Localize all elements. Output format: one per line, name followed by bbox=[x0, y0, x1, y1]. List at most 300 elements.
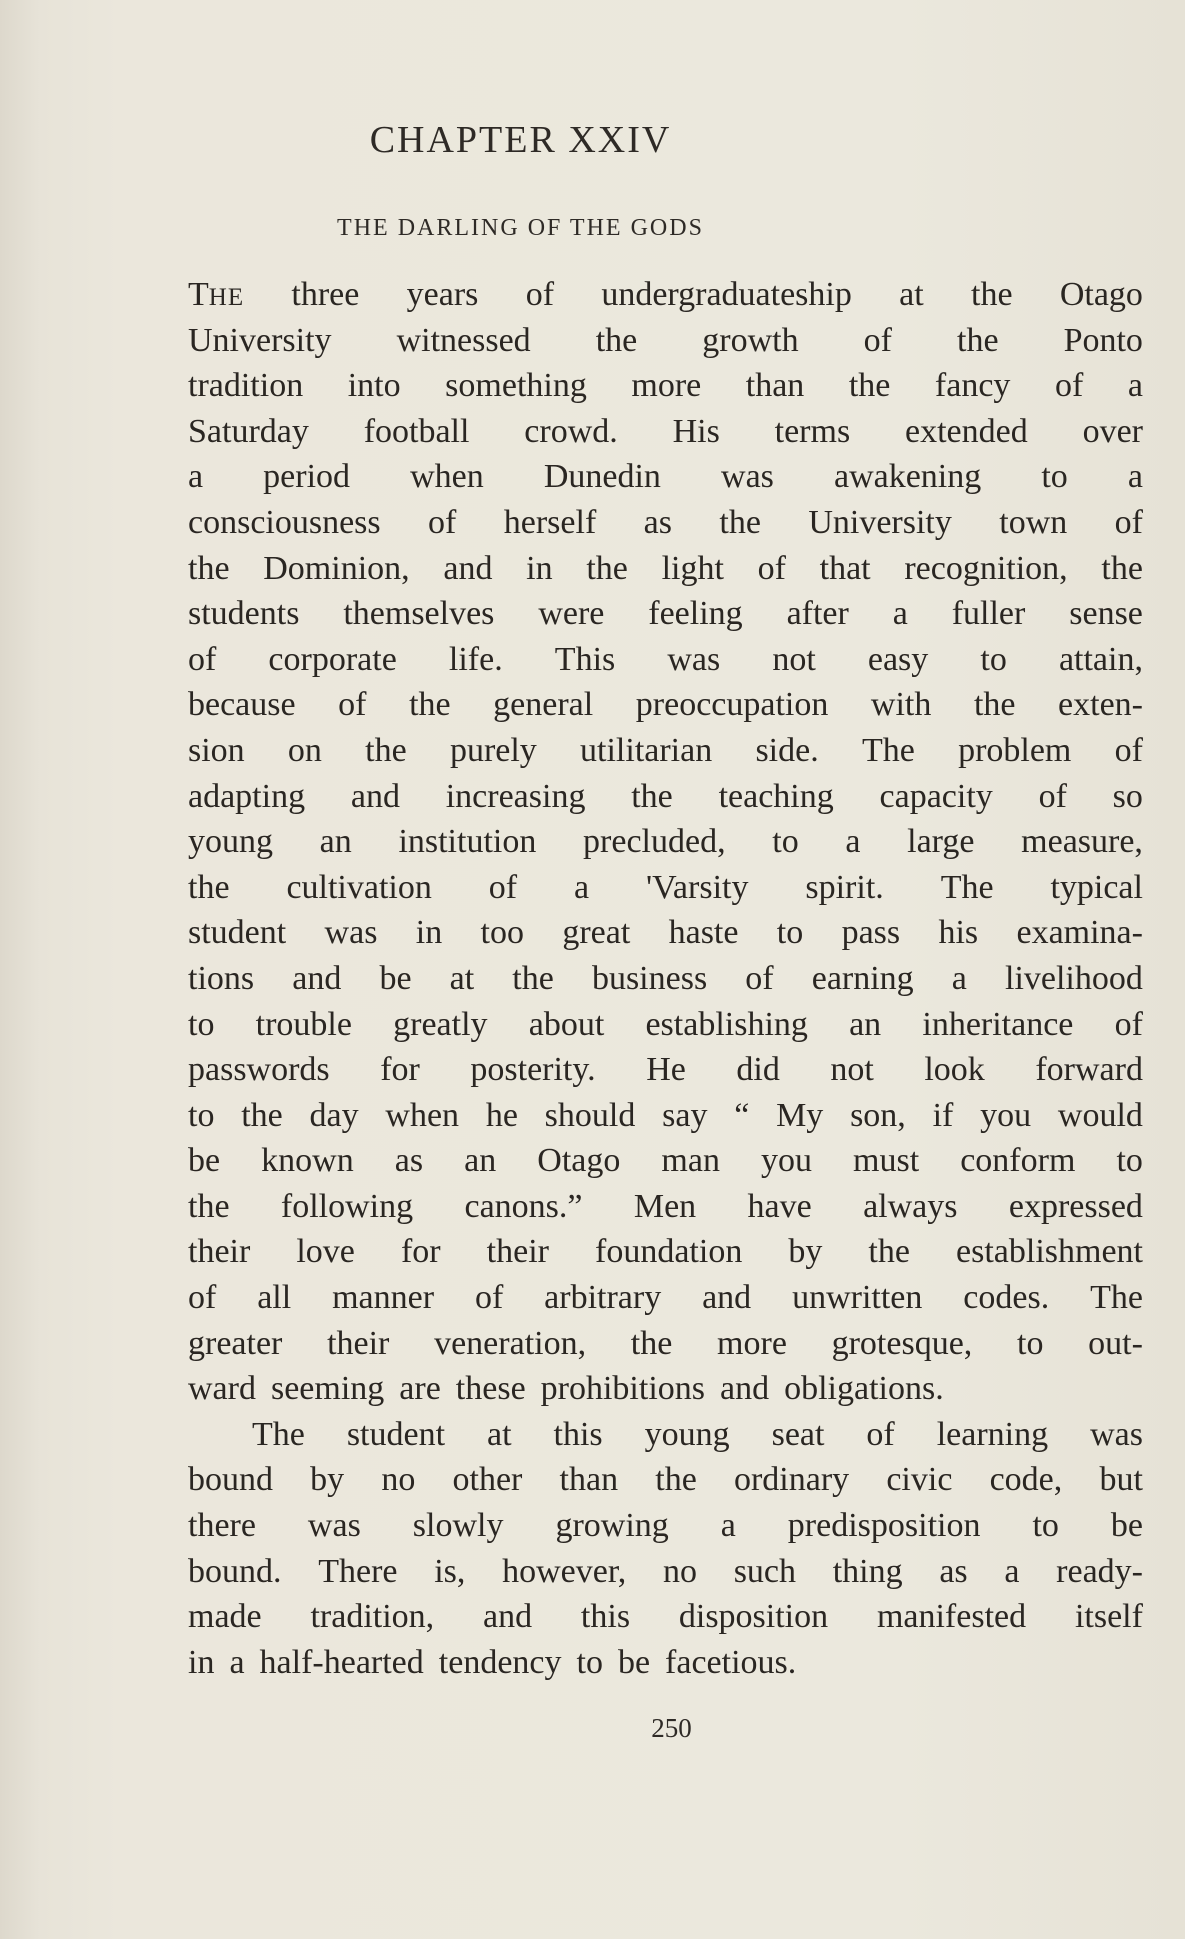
word: to bbox=[188, 1005, 215, 1043]
word: feeling bbox=[648, 595, 743, 633]
word: terms bbox=[774, 412, 851, 450]
word: the bbox=[188, 549, 230, 587]
word: a bbox=[892, 595, 908, 633]
word: such bbox=[733, 1552, 797, 1590]
word: Dominion, bbox=[263, 549, 410, 587]
word: you bbox=[761, 1142, 812, 1180]
word: years bbox=[406, 276, 479, 313]
text-line bbox=[188, 591, 1143, 637]
word: purely bbox=[449, 731, 537, 769]
word: in bbox=[415, 914, 443, 952]
word: than bbox=[559, 1461, 619, 1499]
text-line bbox=[188, 1457, 1143, 1503]
word: the bbox=[973, 686, 1016, 724]
word: a bbox=[574, 868, 590, 906]
chapter-heading: CHAPTER XXIV bbox=[369, 119, 672, 161]
word: easy bbox=[867, 640, 929, 678]
word: attain, bbox=[1058, 640, 1143, 678]
paragraph bbox=[188, 1412, 1143, 1686]
text-line bbox=[188, 409, 1143, 455]
word: “ bbox=[734, 1096, 750, 1134]
word: to bbox=[1032, 1507, 1059, 1545]
word: the bbox=[631, 777, 673, 815]
word: a bbox=[951, 959, 967, 997]
word: a bbox=[845, 823, 861, 861]
word: of bbox=[428, 503, 457, 541]
word: were bbox=[538, 595, 605, 633]
word: the bbox=[241, 1096, 283, 1134]
word: an bbox=[464, 1142, 497, 1180]
word: life. bbox=[448, 640, 503, 678]
word: disposition bbox=[678, 1598, 829, 1636]
word: fuller bbox=[951, 595, 1026, 633]
word: conform bbox=[960, 1142, 1076, 1180]
word: something bbox=[445, 367, 587, 405]
text-line bbox=[188, 1503, 1143, 1549]
word: would bbox=[1057, 1096, 1143, 1134]
word: look bbox=[924, 1051, 985, 1089]
word: grotesque, bbox=[831, 1324, 973, 1362]
word: young bbox=[188, 823, 273, 861]
word: civic bbox=[886, 1461, 953, 1499]
word: ordinary bbox=[733, 1461, 850, 1499]
word: a bbox=[1004, 1552, 1020, 1590]
word: trouble bbox=[255, 1005, 352, 1043]
word: no bbox=[381, 1461, 416, 1499]
text-line bbox=[188, 1047, 1143, 1093]
word: their bbox=[188, 1233, 251, 1271]
word: not bbox=[830, 1051, 874, 1089]
word: great bbox=[562, 914, 631, 952]
text-line bbox=[188, 1275, 1143, 1321]
word: was bbox=[307, 1507, 361, 1545]
word: greater bbox=[188, 1324, 283, 1362]
word: utilitarian bbox=[580, 731, 713, 769]
word: this bbox=[553, 1415, 603, 1453]
word: earning bbox=[811, 959, 914, 997]
word: business bbox=[591, 959, 708, 997]
word: when bbox=[410, 458, 484, 496]
word: the bbox=[719, 503, 761, 541]
word: did bbox=[736, 1051, 780, 1089]
word: to bbox=[188, 1096, 215, 1134]
word: precluded, bbox=[583, 823, 726, 861]
word: corporate bbox=[268, 640, 397, 678]
word: be bbox=[188, 1142, 221, 1180]
word: greatly bbox=[393, 1005, 488, 1043]
word: of bbox=[474, 1279, 504, 1317]
word: the bbox=[586, 549, 628, 587]
word: football bbox=[363, 412, 470, 450]
text-line bbox=[188, 1184, 1143, 1230]
text-line bbox=[188, 363, 1143, 409]
word: learning bbox=[936, 1415, 1049, 1453]
word: pass bbox=[841, 914, 901, 952]
word: veneration, bbox=[434, 1324, 587, 1362]
word: a bbox=[720, 1507, 736, 1545]
text-line bbox=[188, 546, 1143, 592]
text-line bbox=[188, 1002, 1143, 1048]
word: seeming bbox=[270, 1370, 385, 1408]
word: This bbox=[554, 640, 616, 678]
chapter-subtitle: THE DARLING OF THE GODS bbox=[337, 215, 704, 241]
word: University bbox=[188, 321, 332, 359]
text-line bbox=[188, 1549, 1143, 1595]
word: and bbox=[483, 1598, 533, 1636]
word: the bbox=[971, 276, 1013, 313]
word: at bbox=[899, 276, 924, 313]
word: of bbox=[866, 1415, 895, 1453]
word: the bbox=[655, 1461, 697, 1499]
word: town bbox=[999, 503, 1068, 541]
word: the bbox=[188, 1187, 230, 1225]
word: the bbox=[1101, 549, 1143, 587]
body-text bbox=[188, 272, 1143, 1685]
word: their bbox=[486, 1233, 549, 1271]
word: tions bbox=[188, 959, 255, 997]
word: so bbox=[1112, 777, 1143, 815]
word: young bbox=[644, 1415, 730, 1453]
word: his bbox=[938, 914, 979, 952]
word: this bbox=[580, 1598, 631, 1636]
word: Men bbox=[633, 1187, 697, 1225]
word: livelihood bbox=[1005, 959, 1143, 997]
word: of bbox=[1038, 777, 1067, 815]
word: in bbox=[188, 1643, 215, 1681]
text-line bbox=[188, 1229, 1143, 1275]
word: ready- bbox=[1056, 1552, 1143, 1590]
word: institution bbox=[398, 823, 537, 861]
word: capacity bbox=[879, 777, 993, 815]
word: sense bbox=[1069, 595, 1143, 633]
word: Otago bbox=[537, 1142, 621, 1180]
word: the bbox=[848, 367, 891, 405]
word: Saturday bbox=[188, 412, 309, 450]
word: a bbox=[1127, 458, 1143, 496]
word: made bbox=[188, 1598, 262, 1636]
word: than bbox=[745, 367, 805, 405]
word: codes. bbox=[963, 1279, 1050, 1317]
word: of bbox=[525, 276, 555, 313]
word: to bbox=[576, 1643, 603, 1681]
text-line bbox=[188, 1594, 1143, 1640]
word: out- bbox=[1088, 1324, 1143, 1362]
word: typical bbox=[1050, 868, 1143, 906]
word: that bbox=[819, 549, 871, 587]
word: seat bbox=[771, 1415, 825, 1453]
word: My bbox=[776, 1096, 824, 1134]
word: cultivation bbox=[286, 868, 432, 906]
word: and bbox=[443, 549, 493, 587]
word: sion bbox=[188, 731, 245, 769]
word: and bbox=[292, 959, 342, 997]
word: awakening bbox=[833, 458, 982, 496]
word: of bbox=[757, 549, 786, 587]
word: University bbox=[808, 503, 952, 541]
word: tendency bbox=[438, 1643, 562, 1681]
word: say bbox=[662, 1096, 708, 1134]
word: a bbox=[229, 1643, 245, 1681]
word: all bbox=[257, 1279, 292, 1317]
word: should bbox=[544, 1096, 636, 1134]
word: haste bbox=[668, 914, 739, 952]
word: at bbox=[487, 1415, 512, 1453]
word: undergraduateship bbox=[601, 276, 852, 313]
word: measure, bbox=[1021, 823, 1143, 861]
word: themselves bbox=[343, 595, 495, 633]
word: because bbox=[188, 686, 296, 724]
word: known bbox=[261, 1142, 354, 1180]
word: passwords bbox=[188, 1051, 330, 1089]
word: into bbox=[347, 367, 401, 405]
word: the bbox=[365, 731, 407, 769]
word: and bbox=[720, 1370, 770, 1408]
word: day bbox=[309, 1096, 359, 1134]
word: problem bbox=[958, 731, 1072, 769]
word: light bbox=[661, 549, 724, 587]
word: the bbox=[630, 1324, 673, 1362]
word: but bbox=[1099, 1461, 1143, 1499]
word: itself bbox=[1074, 1598, 1143, 1636]
word: establishing bbox=[645, 1005, 808, 1043]
word: general bbox=[493, 686, 594, 724]
word: spirit. bbox=[805, 868, 884, 906]
word: not bbox=[772, 640, 816, 678]
word: as bbox=[643, 503, 672, 541]
word: their bbox=[327, 1324, 390, 1362]
paragraph bbox=[188, 272, 1143, 1412]
word: teaching bbox=[718, 777, 834, 815]
word: manifested bbox=[876, 1598, 1027, 1636]
word: expressed bbox=[1008, 1187, 1143, 1225]
word: consciousness bbox=[188, 503, 381, 541]
word: fancy bbox=[934, 367, 1011, 405]
text-line bbox=[188, 318, 1143, 364]
word: of bbox=[863, 321, 892, 359]
word: when bbox=[385, 1096, 460, 1134]
word: herself bbox=[503, 503, 597, 541]
word: The bbox=[252, 1415, 305, 1453]
word: facetious. bbox=[665, 1643, 797, 1681]
word: always bbox=[863, 1187, 958, 1225]
word: you bbox=[980, 1096, 1032, 1134]
word: inheritance bbox=[922, 1005, 1074, 1043]
word: as bbox=[939, 1552, 968, 1590]
word: was bbox=[721, 458, 774, 496]
word: predisposition bbox=[787, 1507, 981, 1545]
word: foundation bbox=[595, 1233, 743, 1271]
word: there bbox=[188, 1507, 256, 1545]
word: love bbox=[296, 1233, 355, 1271]
word: prohibitions bbox=[540, 1370, 705, 1408]
word: for bbox=[380, 1051, 420, 1089]
word: other bbox=[452, 1461, 523, 1499]
word: of bbox=[1054, 367, 1084, 405]
word: exten- bbox=[1058, 686, 1143, 724]
word: the bbox=[188, 868, 230, 906]
word: no bbox=[662, 1552, 697, 1590]
word: growing bbox=[555, 1507, 669, 1545]
word: to bbox=[772, 823, 799, 861]
text-line bbox=[188, 682, 1143, 728]
word: be bbox=[379, 959, 412, 997]
word: witnessed bbox=[396, 321, 531, 359]
word: arbitrary bbox=[544, 1279, 662, 1317]
word: unwritten bbox=[792, 1279, 923, 1317]
word: manner bbox=[332, 1279, 435, 1317]
word: posterity. bbox=[470, 1051, 596, 1089]
text-line bbox=[188, 728, 1143, 774]
word: extended bbox=[905, 412, 1028, 450]
word: these bbox=[455, 1370, 526, 1408]
text-line bbox=[188, 819, 1143, 865]
word: three bbox=[291, 276, 360, 313]
word: following bbox=[280, 1187, 414, 1225]
word: an bbox=[849, 1005, 882, 1043]
word: by bbox=[310, 1461, 345, 1499]
word: There bbox=[318, 1552, 398, 1590]
word: forward bbox=[1035, 1051, 1143, 1089]
word: to bbox=[980, 640, 1007, 678]
word: He bbox=[646, 1051, 686, 1089]
word: increasing bbox=[445, 777, 586, 815]
word: The bbox=[1090, 1279, 1143, 1317]
word: Otago bbox=[1059, 276, 1143, 313]
word: be bbox=[1110, 1507, 1143, 1545]
word: is, bbox=[434, 1552, 466, 1590]
word: adapting bbox=[188, 777, 306, 815]
word: examina- bbox=[1016, 914, 1143, 952]
word: of bbox=[338, 686, 367, 724]
word: preoccupation bbox=[635, 686, 829, 724]
word: student bbox=[346, 1415, 446, 1453]
word: over bbox=[1082, 412, 1143, 450]
word: more bbox=[717, 1324, 787, 1362]
word: too bbox=[480, 914, 524, 952]
word: code, bbox=[989, 1461, 1063, 1499]
opening-small-caps: HE bbox=[208, 284, 245, 311]
word: canons.” bbox=[464, 1187, 583, 1225]
word: and bbox=[702, 1279, 752, 1317]
word: about bbox=[528, 1005, 605, 1043]
word: of bbox=[488, 868, 518, 906]
word: was bbox=[324, 914, 378, 952]
word: The bbox=[861, 731, 915, 769]
page-number: 250 bbox=[651, 1713, 692, 1743]
text-line bbox=[188, 910, 1143, 956]
opening-initial: T bbox=[188, 276, 209, 313]
opening-word bbox=[188, 272, 244, 318]
word: student bbox=[188, 914, 287, 952]
word: obligations. bbox=[784, 1370, 944, 1408]
word: of bbox=[188, 1279, 217, 1317]
word: of bbox=[745, 959, 774, 997]
word: the bbox=[595, 321, 638, 359]
text-line bbox=[188, 865, 1143, 911]
word: of bbox=[1114, 503, 1143, 541]
word: of bbox=[1114, 1005, 1143, 1043]
word: recognition, bbox=[904, 549, 1068, 587]
word: The bbox=[940, 868, 994, 906]
word: the bbox=[957, 321, 999, 359]
word: the bbox=[868, 1233, 910, 1271]
word: students bbox=[188, 595, 300, 633]
word: bound. bbox=[188, 1552, 282, 1590]
word: a bbox=[1127, 367, 1143, 405]
word: thing bbox=[832, 1552, 903, 1590]
text-line bbox=[188, 1412, 1143, 1458]
text-line bbox=[188, 272, 1143, 318]
word: have bbox=[747, 1187, 812, 1225]
text-line bbox=[188, 774, 1143, 820]
text-line bbox=[188, 1093, 1143, 1139]
word: period bbox=[263, 458, 351, 496]
word: son, bbox=[850, 1096, 906, 1134]
text-line bbox=[188, 1366, 1143, 1412]
word: and bbox=[350, 777, 400, 815]
text-line bbox=[188, 956, 1143, 1002]
text-line bbox=[188, 637, 1143, 683]
word: must bbox=[853, 1142, 920, 1180]
word: side. bbox=[755, 731, 819, 769]
word: as bbox=[394, 1142, 424, 1180]
word: establishment bbox=[956, 1233, 1143, 1271]
word: to bbox=[1017, 1324, 1044, 1362]
word: to bbox=[776, 914, 804, 952]
word: to bbox=[1116, 1142, 1143, 1180]
word: was bbox=[667, 640, 721, 678]
text-line bbox=[188, 1321, 1143, 1367]
word: was bbox=[1090, 1415, 1143, 1453]
word: if bbox=[932, 1096, 954, 1134]
word: Ponto bbox=[1063, 321, 1143, 359]
word: tradition bbox=[188, 367, 304, 405]
word: a bbox=[188, 458, 204, 496]
word: the bbox=[512, 959, 554, 997]
word: of bbox=[188, 640, 217, 678]
word: the bbox=[409, 686, 451, 724]
word: bound bbox=[188, 1461, 273, 1499]
word: crowd. bbox=[524, 412, 618, 450]
word: however, bbox=[502, 1552, 627, 1590]
word: after bbox=[786, 595, 849, 633]
text-line bbox=[188, 454, 1143, 500]
word: His bbox=[672, 412, 720, 450]
text-line bbox=[188, 1640, 1143, 1686]
word: 'Varsity bbox=[646, 868, 749, 906]
word: he bbox=[485, 1096, 518, 1134]
word: on bbox=[287, 731, 322, 769]
word: more bbox=[631, 367, 702, 405]
word: be bbox=[617, 1643, 651, 1681]
word: tradition, bbox=[310, 1598, 435, 1636]
word: ward bbox=[188, 1370, 256, 1408]
word: at bbox=[449, 959, 475, 997]
text-line bbox=[188, 1138, 1143, 1184]
word: growth bbox=[702, 321, 799, 359]
word: man bbox=[661, 1142, 720, 1180]
word: half-hearted bbox=[259, 1643, 424, 1681]
word: in bbox=[526, 549, 553, 587]
word: Dunedin bbox=[543, 458, 661, 496]
word: for bbox=[400, 1233, 441, 1271]
word: large bbox=[907, 823, 975, 861]
word: of bbox=[1114, 731, 1143, 769]
word: to bbox=[1041, 458, 1068, 496]
word: slowly bbox=[412, 1507, 504, 1545]
word: are bbox=[399, 1370, 441, 1408]
word: with bbox=[870, 686, 932, 724]
